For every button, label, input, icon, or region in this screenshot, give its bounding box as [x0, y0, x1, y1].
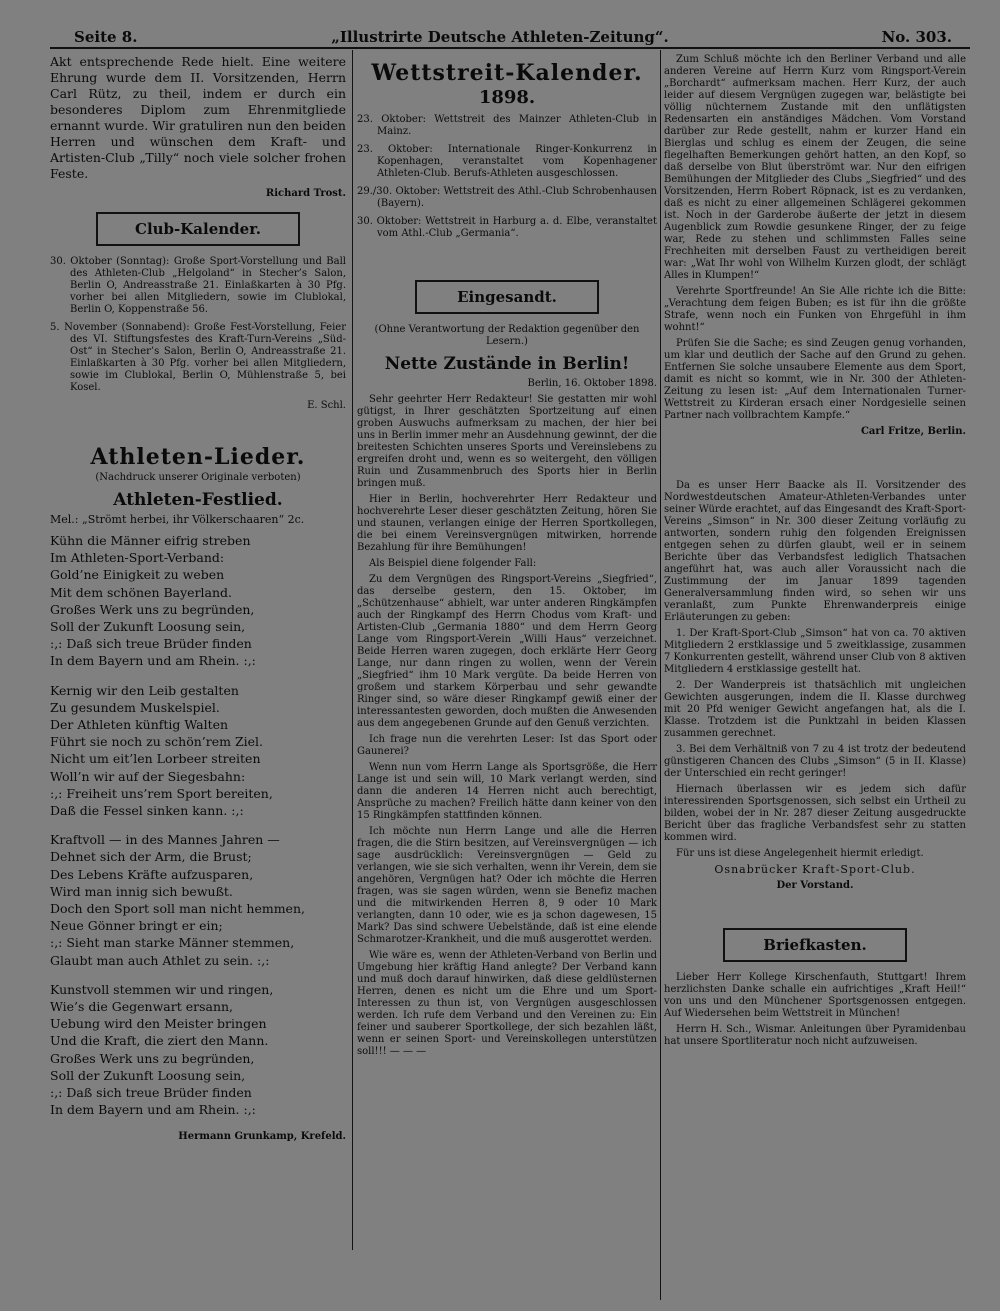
article-title: Nette Zustände in Berlin! — [384, 354, 630, 374]
issue-number: No. 303. — [881, 28, 952, 46]
verse-line: Dehnet sich der Arm, die Brust; — [50, 849, 252, 865]
verse-line: Wird man innig sich bewußt. — [50, 883, 233, 899]
header-rule — [50, 47, 970, 49]
verse-line: Daß die Fessel sinken kann. :,: — [50, 803, 244, 819]
verse-line: Soll der Zukunft Loosung sein, — [50, 1067, 246, 1083]
stanza — [50, 682, 346, 820]
club-entry-text: 5. November (Sonnabend): Große Fest-Vorstellung, Feier des VI. Stiftungsfestes des Kraft-Turn-Vereins „Süd-Ost“ in Stecher’s Salon, Berlin O, Andreasstraße 21. Einlaßkarten à 30 Pfg. vorher bei allen Mitgliedern, sowie im Clublokal, Berlin O, Mühlenstraße 5, bei Kosel. — [50, 322, 346, 393]
verse-line: Großes Werk uns zu begründen, — [50, 1050, 255, 1066]
verse-line: Der Athleten künftig Walten — [50, 717, 229, 733]
article-paragraph: Ich frage nun die verehrten Leser: Ist das Sport oder Gaunerei? — [357, 734, 657, 757]
verse-line: Im Athleten-Sport-Verband: — [50, 550, 225, 566]
column-divider-2 — [660, 50, 661, 1300]
club-kalender-heading: Club-Kalender. — [96, 212, 300, 246]
wettstreit-entry-text: 23. Oktober: Internationale Ringer-Konkurrenz in Kopenhagen, veranstaltet vom Kopenhagener Athleten-Club. Berufs-Athleten ausgeschlossen. — [357, 144, 657, 179]
article-signature: Carl Fritze, Berlin. — [860, 426, 966, 437]
article-paragraph: Wie wäre es, wenn der Athleten-Verband von Berlin und Umgebung hier kräftig Hand anlegte? Der Verband kann und muß doch darauf hinwirken, daß diese geldlüsternen Herren, denen es nicht um die Ehre und um Sport-Interessen zu thun ist, von Vergnügen ausgeschlossen werden. Ich rufe dem Verband und den Vereinen zu: Ein feiner und sauberer Sportkollege, der sich bezahlen läßt, wenn er seinen Sport- und Vereinskollegen unterstützen soll!!! — — — — [357, 950, 657, 1057]
article-paragraph: Sehr geehrter Herr Redakteur! Sie gestatten mir wohl gütigst, in Ihrer geschätzten Sportzeitung auf einen groben Auswuchs aufmerksam zu machen, der hier bei uns in Berlin immer mehr an Ausdehnung gewinnt, der die breitesten Schichten unseres Sports und Vereinslebens zu ergreifen droht und, wenn es so weitergeht, den völligen Ruin und Zusammenbruch des Sports hier in Berlin bringen muß. — [357, 394, 657, 489]
article-paragraph: Ich möchte nun Herrn Lange und alle die Herren fragen, die die Stirn besitzen, auf Vereinsvergnügen — ich sage ausdrücklich: Vereinsvergnügen — Geld zu verlangen, wie sie sich verhalten, wenn ihr Verein, dem sie angehören, Vergnügen hat? Oder ich möchte die Herren fragen, was sie sagen würden, wenn sie Benefiz machen und die mitwirkenden Herren 8, 9 oder 10 Mark verlangten, dann 10 oder, wie es ja schon dagewesen, 15 Mark? Das sind schwere Uebelstände, daß ist eine elende Schmarotzer-Krankheit, und die muß ausgerottet werden. — [357, 826, 657, 945]
article-paragraph: Als Beispiel diene folgender Fall: — [369, 558, 537, 569]
wettstreit-entry — [357, 186, 657, 210]
wettstreit-entry — [357, 216, 657, 240]
club-entry — [50, 322, 346, 394]
verse-line: :,: Sieht man starke Männer stemmen, — [50, 935, 295, 951]
eingesandt-heading: Eingesandt. — [415, 280, 599, 314]
lieder-note: (Nachdruck unserer Originale verboten) — [95, 472, 301, 483]
verse-line: :,: Daß sich treue Brüder finden — [50, 1085, 252, 1101]
verse-line: Des Lebens Kräfte aufzusparen, — [50, 866, 254, 882]
verse-line: Und die Kraft, die ziert den Mann. — [50, 1033, 269, 1049]
eingesandt-note: (Ohne Verantwortung der Redaktion gegenüber den Lesern.) — [374, 324, 640, 347]
wettstreit-entry-text: 23. Oktober: Wettstreit des Mainzer Athleten-Club in Mainz. — [357, 114, 657, 137]
verse-line: Kunstvoll stemmen wir und ringen, — [50, 981, 274, 997]
wettstreit-kalender-heading: Wettstreit-Kalender. — [371, 60, 643, 86]
verse-line: In dem Bayern und am Rhein. :,: — [50, 1102, 256, 1118]
briefkasten-heading: Briefkasten. — [723, 928, 907, 962]
verse-line: Woll’n wir auf der Siegesbahn: — [50, 768, 246, 784]
wettstreit-entry — [357, 114, 657, 138]
song-verses — [50, 532, 346, 1119]
column-3 — [664, 54, 966, 1294]
wettstreit-entry-text: 30. Oktober: Wettstreit in Harburg a. d. Elbe, veranstaltet vom Athl.-Club „Germania“. — [357, 216, 657, 239]
club-entry — [50, 256, 346, 316]
letter-reply: Lieber Herr Kollege Kirschenfauth, Stuttgart! Ihrem herzlichsten Danke schalle ein aufrichtiges „Kraft Heil!“ von uns und den Münchener Sportsgenossen entgegen. Auf Wiedersehen beim Wettstreit in München! — [664, 972, 966, 1019]
verse-line: Neue Gönner bringt er ein; — [50, 918, 223, 934]
verse-line: :,: Daß sich treue Brüder finden — [50, 636, 252, 652]
wettstreit-year: 1898. — [478, 87, 536, 108]
verse-line: Nicht um eit’len Lorbeer streiten — [50, 751, 261, 767]
stanza — [50, 831, 346, 969]
article-paragraph: Prüfen Sie die Sache; es sind Zeugen genug vorhanden, um klar und deutlich der Sache auf den Grund zu gehen. Entfernen Sie solche unsaubere Elemente aus dem Sport, damit es nicht so kommt, wie in Nr. 300 der Athleten-Zeitung zu lesen ist: „Auf dem Internationalen Turner-Wettstreit zu Kirderan ersach einer Nordgesielle seinen Partner nach vollbrachtem Kampfe.“ — [664, 338, 966, 421]
stanza — [50, 981, 346, 1119]
club-entry-text: 30. Oktober (Sonntag): Große Sport-Vorstellung und Ball des Athleten-Club „Helgoland“ in Stecher’s Salon, Berlin O, Andreasstraße 21. Einlaßkarten à 30 Pfg. vorher bei allen Mitgliedern, sowie im Clublokal, Berlin O, Koppenstraße 56. — [50, 256, 346, 315]
verse-line: In dem Bayern und am Rhein. :,: — [50, 653, 256, 669]
notice-paragraph: Für uns ist diese Angelegenheit hiermit erledigt. — [676, 848, 924, 859]
club-signature: E. Schl. — [307, 400, 346, 411]
column-1 — [50, 54, 346, 1254]
notice-paragraph: 1. Der Kraft-Sport-Club „Simson“ hat von ca. 70 aktiven Mitgliedern 2 erstklassige und 5 zweitklassige, zusammen 7 Konkurrenten gestellt, während unser Club von 8 aktiven Mitgliedern 4 erstklassige gestellt hat. — [664, 628, 966, 675]
song-title: Athleten-Festlied. — [113, 490, 283, 510]
page-header — [0, 0, 1000, 50]
athleten-lieder-heading: Athleten-Lieder. — [90, 444, 306, 470]
verse-line: Großes Werk uns zu begründen, — [50, 601, 255, 617]
newspaper-title: „Illustrirte Deutsche Athleten-Zeitung“. — [331, 28, 669, 46]
article-paragraph: Wenn nun vom Herrn Lange als Sportsgröße, die Herr Lange ist und sein will, 10 Mark verlangt werden, sind dann die anderen 14 Herren nicht auch berechtigt, Ansprüche zu machen? Freilich hätte dann keiner von den 15 Ringkämpfen stattfinden können. — [357, 762, 657, 821]
verse-line: Soll der Zukunft Loosung sein, — [50, 619, 246, 635]
article-dateline: Berlin, 16. Oktober 1898. — [527, 378, 657, 389]
verse-line: Führt sie noch zu schön’rem Ziel. — [50, 734, 264, 750]
verse-line: Kühn die Männer eifrig streben — [50, 533, 251, 548]
verse-line: Uebung wird den Meister bringen — [50, 1016, 267, 1032]
vorstand-signature: Der Vorstand. — [776, 880, 854, 891]
verse-line: Wie’s die Gegenwart ersann, — [50, 999, 234, 1015]
article-paragraph: Hier in Berlin, hochverehrter Herr Redakteur und hochverehrte Leser dieser geschätzten Zeitung, hören Sie und staunen, verlangen einige der Herren Sportkollegen, die bei einem Vereinsvergnügen mitwirken, horrende Bezahlung für ihre Bemühungen! — [357, 494, 657, 553]
verse-line: Gold’ne Einigkeit zu weben — [50, 567, 225, 583]
column-2 — [357, 54, 657, 1294]
notice-paragraph: 3. Bei dem Verhältniß von 7 zu 4 ist trotz der bedeutend günstigeren Chancen des Clubs „Simson“ (5 in II. Klasse) der Unterschied ein recht geringer! — [664, 744, 966, 779]
club-name: Osnabrücker Kraft-Sport-Club. — [714, 863, 916, 876]
notice-paragraph: Hiernach überlassen wir es jedem sich dafür interessirenden Sportsgenossen, sich selbst ein Urtheil zu bilden, wobei der in Nr. 287 dieser Zeitung ausgedruckte Bericht über das fragliche Verbandsfest sehr zu statten kommen wird. — [664, 784, 966, 843]
verse-line: Mit dem schönen Bayerland. — [50, 584, 233, 600]
intro-text: Akt entsprechende Rede hielt. Eine weitere Ehrung wurde dem II. Vorsitzenden, Herrn Carl Rütz, zu theil, indem er durch ein besonderes Diplom zum Ehrenmitgliede ernannt wurde. Wir gratuliren nun den beiden Herren und wünschen dem Kraft- und Artisten-Club „Tilly“ noch viele solcher frohen Feste. — [50, 54, 346, 181]
page-number: Seite 8. — [74, 28, 138, 46]
article-paragraph: Verehrte Sportfreunde! An Sie Alle richte ich die Bitte: „Verachtung dem feigen Buben; es ist für ihn die größte Strafe, wenn noch ein Funken von Ehrgefühl in ihm wohnt!“ — [664, 286, 966, 333]
verse-line: :,: Freiheit uns’rem Sport bereiten, — [50, 785, 273, 801]
verse-line: Kernig wir den Leib gestalten — [50, 682, 239, 698]
melody-note: Mel.: „Strömt herbei, ihr Völkerschaaren“ 2c. — [50, 513, 305, 526]
intro-signature: Richard Trost. — [265, 188, 346, 199]
verse-line: Doch den Sport soll man nicht hemmen, — [50, 901, 305, 917]
song-signature: Hermann Grunkamp, Krefeld. — [178, 1130, 346, 1142]
wettstreit-entry — [357, 144, 657, 180]
column-divider-1 — [352, 50, 353, 1250]
verse-line: Zu gesundem Muskelspiel. — [50, 699, 220, 715]
article-paragraph: Zu dem Vergnügen des Ringsport-Vereins „Siegfried“, das derselbe gestern, den 15. Oktober, im „Schützenhause“ abhielt, war unter anderen Ringkämpfen auch der Ringkampf des Herrn Chodus vom Kraft- und Artisten-Club „Germania 1880“ und dem Herrn Georg Lange vom Ringsport-Verein „Willi Haus“ verzeichnet. Beide Herren waren zugegen, doch erklärte Herr Georg Lange, nur dann ringen zu wollen, wenn der Verein „Siegfried“ ihm 10 Mark vergüte. Da beide Herren von großem und starkem Körperbau und sehr gewandte Ringer sind, so wäre dieser Ringkampf gewiß einer der interessantesten geworden, doch mußten die Anwesenden aus dem angegebenen Grunde auf den Genuß verzichten. — [357, 574, 657, 729]
wettstreit-entry-text: 29./30. Oktober: Wettstreit des Athl.-Club Schrobenhausen (Bayern). — [357, 186, 657, 209]
letter-reply: Herrn H. Sch., Wismar. Anleitungen über Pyramidenbau hat unsere Sportliteratur noch nicht aufzuweisen. — [664, 1024, 966, 1047]
verse-line: Kraftvoll — in des Mannes Jahren — — [50, 832, 280, 848]
notice-paragraph: 2. Der Wanderpreis ist thatsächlich mit ungleichen Gewichten ausgerungen, indem die II. Klasse durchweg mit 20 Pfd weniger Gewicht angefangen hat, als die I. Klasse. Trotzdem ist die Punktzahl in beiden Klassen zusammen gerechnet. — [664, 680, 966, 739]
verse-line: Glaubt man auch Athlet zu sein. :,: — [50, 952, 270, 968]
article-paragraph: Zum Schluß möchte ich den Berliner Verband und alle anderen Vereine auf Herrn Kurz vom Ringsport-Verein „Borchardt“ aufmerksam machen. Herr Kurz, der auch leider auf diesem Vergnügen zugegen war, belästigte bei völlig nüchternem Zustande mit den unflätigsten Redensarten ein anständiges Mädchen. Vom Vorstand darüber zur Rede gestellt, nahm er kurzer Hand ein Bierglas und schlug es einem der Zeugen, die seine flegelhaften Bemerkungen gehört hatten, an den Kopf, so daß derselbe von Blut überströmt war. Nur den eifrigen Bemühungen der Mitglieder des Clubs „Siegfried“ und des Vorsitzenden, Herrn Robert Röpnack, ist es zu verdanken, daß es nicht zu einer allgemeinen Schlägerei gekommen ist. Noch in der Garderobe äußerte der jetzt in diesem Augenblick zum Rowdie gesunkene Ringer, der zu feige war, Rede zu stehen und schlimmsten Falles seine Frechheiten mit derselben Faust zu vertheidigen bereit war: „Wat Ihr wohl von Wilhelm Kurzen glodt, der schlägt Alles in Klumpen!“ — [664, 54, 966, 281]
notice-paragraph: Da es unser Herr Baacke als II. Vorsitzender des Nordwestdeutschen Amateur-Athleten-Verbandes unter seiner Würde erachtet, auf das Eingesandt des Kraft-Sport-Vereins „Simson“ in Nr. 300 dieser Zeitung vorläufig zu antworten, sondern ruhig den folgenden Ereignissen entgegen sehen zu dürfen glaubt, weil er in seinem Berichte über das Verbandsfest lediglich Thatsachen angeführt hat, was auch aller Voraussicht nach die Zustimmung der im Januar 1899 tagenden Generalversammlung finden wird, so sehen wir uns veranlaßt, zum Punkte Ehrenwanderpreis einige Erläuterungen zu geben: — [664, 480, 966, 623]
stanza — [50, 532, 346, 670]
